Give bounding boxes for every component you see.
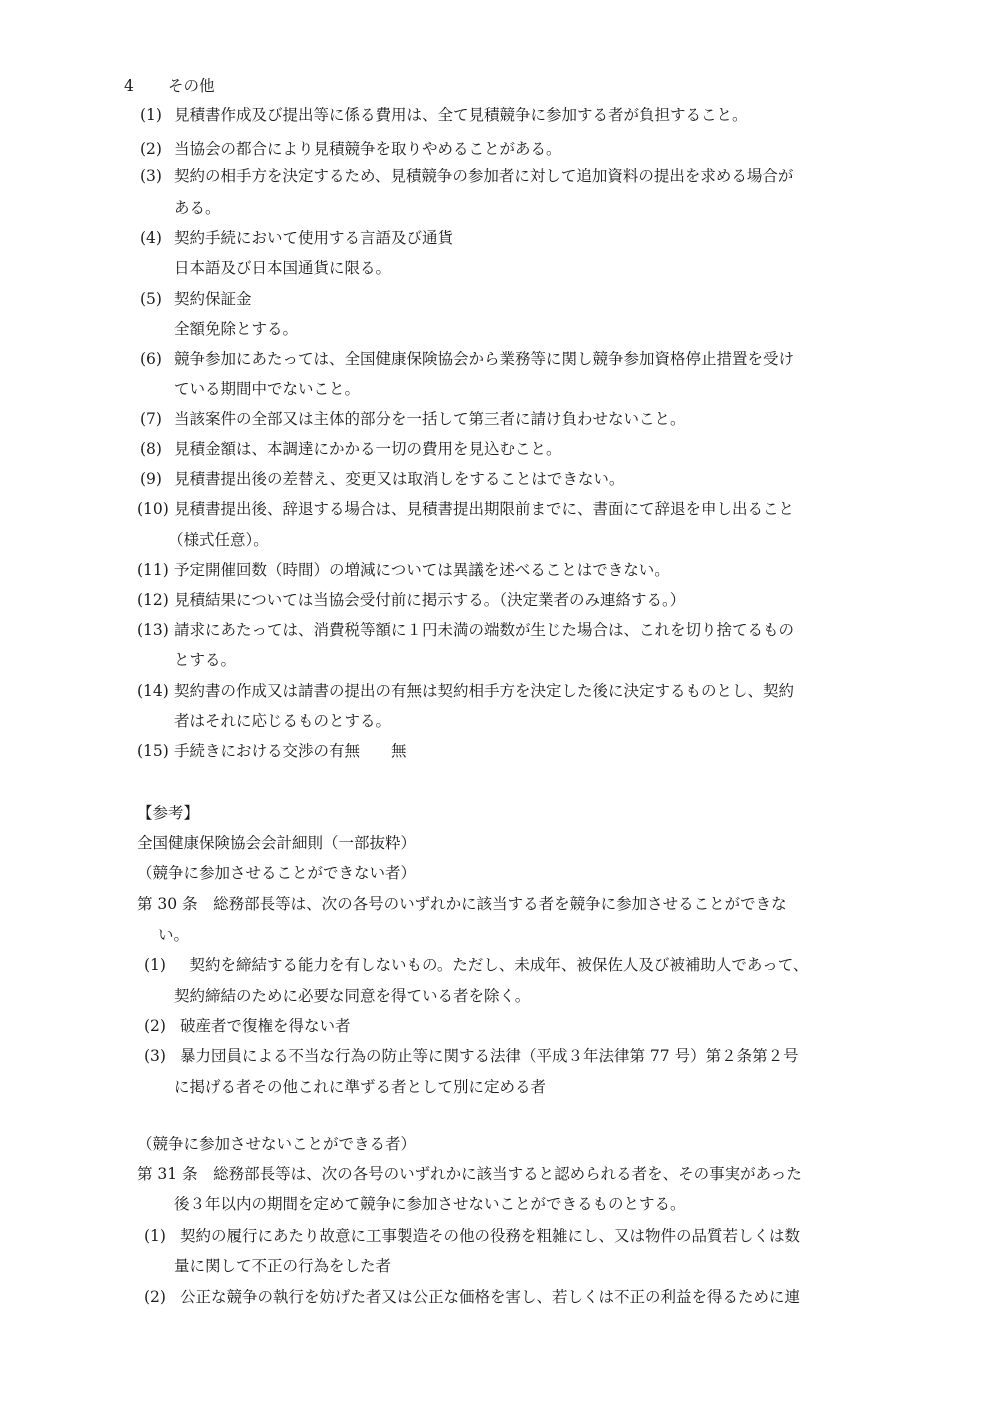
list-item-number: (1)	[140, 106, 162, 124]
article-caption: （競争に参加させることができない者）	[137, 864, 417, 882]
list-item-text-cont: （様式任意）。	[168, 531, 269, 549]
list-item-text: 契約書の作成又は請書の提出の有無は契約相手方を決定した後に決定するものとし、契約	[174, 682, 795, 700]
article-item-number: (2)	[144, 1288, 166, 1306]
list-item-number: (14)	[137, 682, 169, 700]
article-item-text: 破産者で復権を得ない者	[180, 1017, 351, 1035]
list-item-text-cont: ある。	[174, 199, 221, 217]
list-item-number: (4)	[140, 229, 162, 247]
article-item-text: 契約を締結する能力を有しないもの。ただし、未成年、被保佐人及び被補助人であって、	[174, 956, 809, 974]
article-text: 第 31 条 総務部長等は、次の各号のいずれかに該当すると認められる者を、その事実があった	[137, 1165, 802, 1183]
list-item-number: (6)	[140, 350, 162, 368]
list-item-text: 見積書作成及び提出等に係る費用は、全て見積競争に参加する者が負担すること。	[174, 106, 748, 124]
article-item-text: 暴力団員による不当な行為の防止等に関する法律（平成３年法律第 77 号）第２条第２号	[180, 1047, 799, 1065]
list-item-number: (7)	[140, 410, 162, 428]
article-item-number: (3)	[144, 1047, 166, 1065]
list-item-number: (2)	[140, 140, 162, 158]
article-text-cont: 後３年以内の期間を定めて競争に参加させないことができるものとする。	[174, 1195, 686, 1213]
list-item-number: (12)	[137, 591, 169, 609]
list-item-number: (10)	[137, 500, 169, 518]
list-item-number: (13)	[137, 621, 169, 639]
list-item-text: 予定開催回数（時間）の増減については異議を述べることはできない。	[174, 561, 670, 579]
article-item-text: 契約の履行にあたり故意に工事製造その他の役務を粗雑にし、又は物件の品質若しくは数	[180, 1227, 801, 1245]
article-item-number: (1)	[144, 1227, 166, 1245]
article-text-cont: い。	[158, 926, 190, 944]
list-item-text-cont: 日本語及び日本国通貨に限る。	[174, 259, 392, 277]
article-item-text: 公正な競争の執行を妨げた者又は公正な価格を害し、若しくは不正の利益を得るために連	[180, 1288, 801, 1306]
article-item-text-cont: に掲げる者その他これに準ずる者として別に定める者	[174, 1078, 547, 1096]
list-item-text: 請求にあたっては、消費税等額に１円未満の端数が生じた場合は、これを切り捨てるもの	[174, 621, 795, 639]
list-item-text: 契約の相手方を決定するため、見積競争の参加者に対して追加資料の提出を求める場合が	[174, 167, 794, 185]
list-item-text: 見積結果については当協会受付前に掲示する。（決定業者のみ連絡する。）	[174, 591, 686, 609]
reference-heading: 【参考】	[137, 804, 200, 822]
list-item-text: 当協会の都合により見積競争を取りやめることがある。	[174, 140, 562, 158]
article-text: 第 30 条 総務部長等は、次の各号のいずれかに該当する者を競争に参加させることができな	[137, 895, 787, 913]
list-item-number: (9)	[140, 470, 162, 488]
section-number: 4	[124, 77, 134, 95]
list-item-text: 手続きにおける交渉の有無 無	[174, 742, 407, 760]
list-item-text: 契約手続において使用する言語及び通貨	[174, 229, 454, 247]
list-item-number: (3)	[140, 167, 162, 185]
article-item-text-cont: 契約締結のために必要な同意を得ている者を除く。	[174, 987, 531, 1005]
list-item-text-cont: 者はそれに応じるものとする。	[174, 712, 392, 730]
section-title: その他	[168, 77, 215, 95]
section-heading	[124, 75, 215, 97]
list-item-text: 見積書提出後、辞退する場合は、見積書提出期限前までに、書面にて辞退を申し出ること	[174, 500, 795, 518]
list-item-text-cont: ている期間中でないこと。	[174, 380, 361, 398]
list-item-text-cont: とする。	[174, 651, 237, 669]
article-caption: （競争に参加させないことができる者）	[137, 1135, 417, 1153]
list-item-text: 見積金額は、本調達にかかる一切の費用を見込むこと。	[174, 440, 562, 458]
list-item-number: (8)	[140, 440, 162, 458]
article-item-number: (1)	[144, 956, 166, 974]
reference-source: 全国健康保険協会会計細則（一部抜粋）	[137, 834, 417, 852]
list-item-number: (11)	[137, 561, 169, 579]
list-item-number: (15)	[137, 742, 169, 760]
article-item-text-cont: 量に関して不正の行為をした者	[174, 1257, 392, 1275]
list-item-text: 競争参加にあたっては、全国健康保険協会から業務等に関し競争参加資格停止措置を受け	[174, 350, 795, 368]
article-item-number: (2)	[144, 1017, 166, 1035]
list-item-text: 契約保証金	[174, 290, 252, 308]
list-item-number: (5)	[140, 290, 162, 308]
list-item-text: 当該案件の全部又は主体的部分を一括して第三者に請け負わせないこと。	[174, 410, 686, 428]
list-item-text-cont: 全額免除とする。	[174, 320, 299, 338]
list-item-text: 見積書提出後の差替え、変更又は取消しをすることはできない。	[174, 470, 625, 488]
